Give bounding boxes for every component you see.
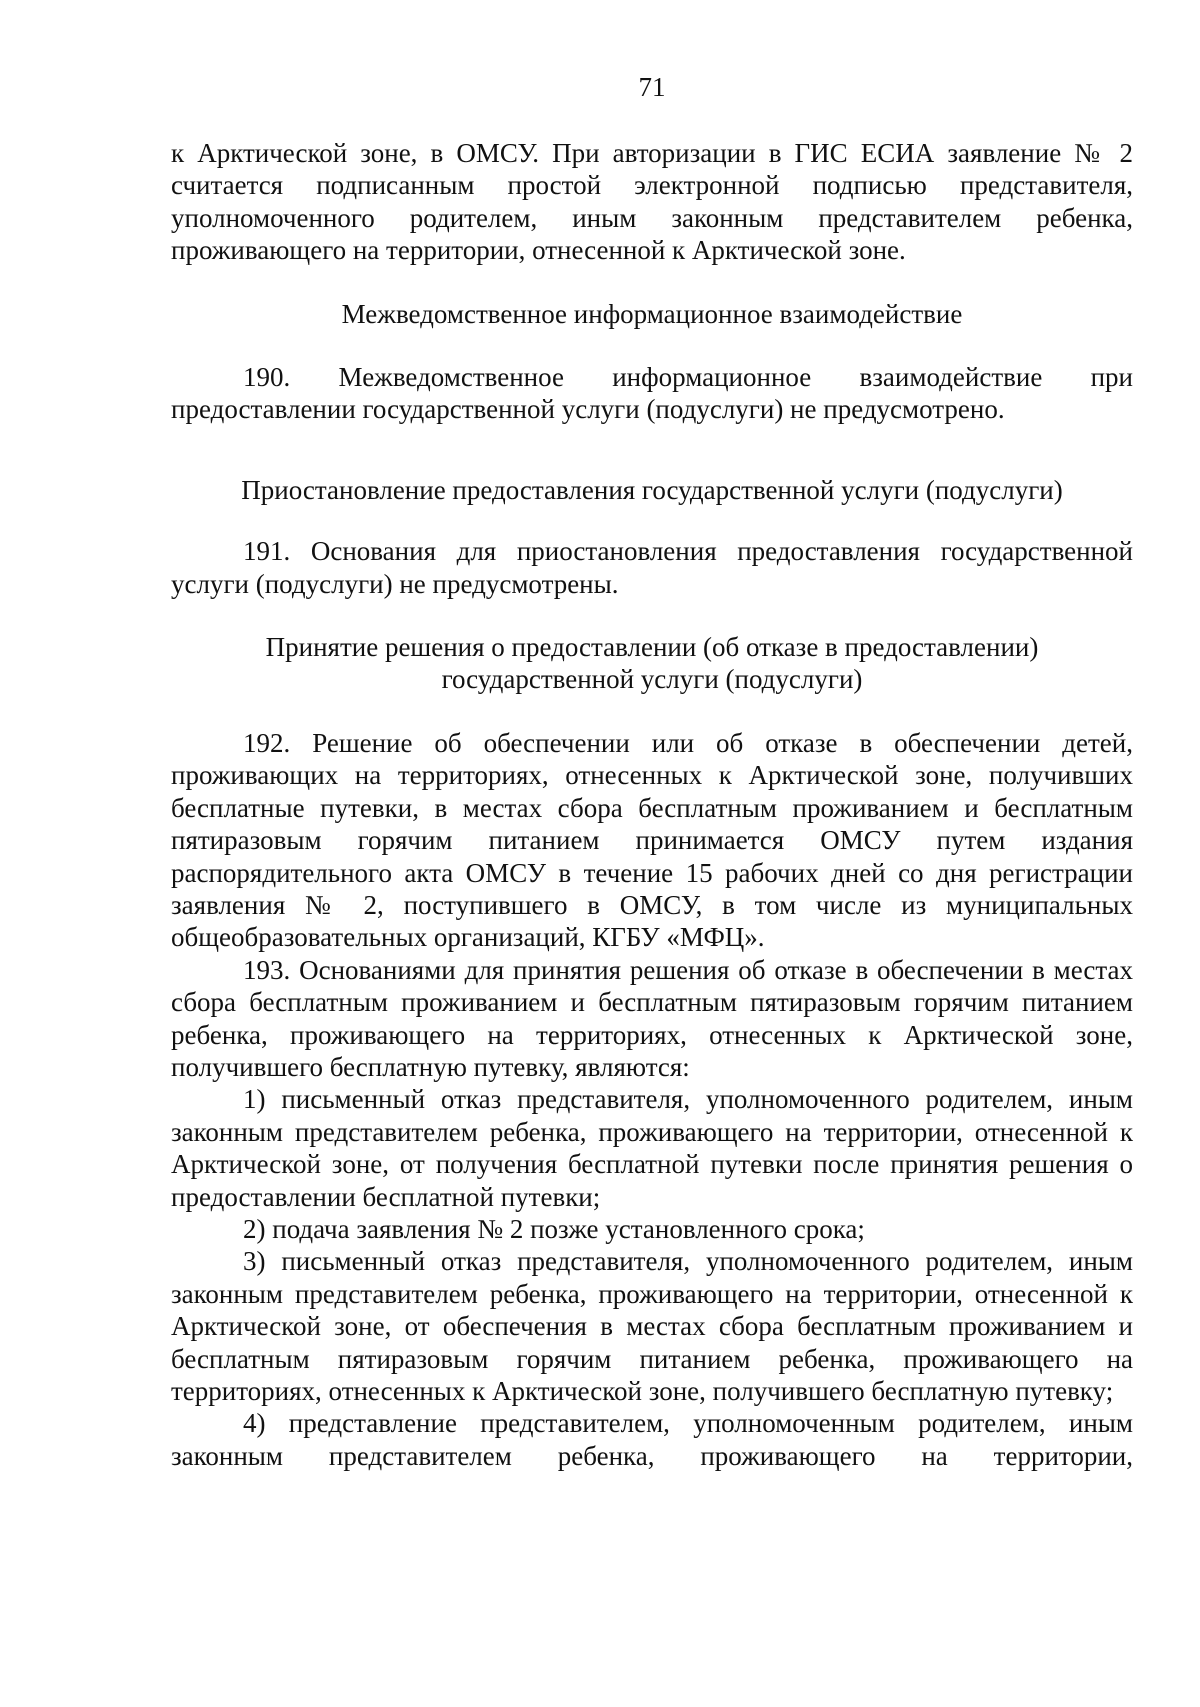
list-item-4: 4) представление представителем, уполномоченным родителем, иным законным представителем ребенка, проживающего на территории, [171,1408,1133,1471]
list-item-3: 3) письменный отказ представителя, уполномоченного родителем, иным законным представителем ребенка, проживающего на территории, отнесенной к Арктической зоне, от обеспечения в местах сбора бесплатным проживанием и бесплатным пятиразовым горячим питанием ребенка, проживающего на территориях, отнесенных к Арктической зоне, получившего бесплатную путевку; [171,1246,1133,1406]
section-heading-decision-line-1: Принятие решения о предоставлении (об отказе в предоставлении) [265,632,1039,663]
section-heading-decision-line-2: государственной услуги (подуслуги) [441,664,863,695]
document-body [171,137,1133,1472]
section-heading-decision [171,631,1133,696]
paragraph-192: 192. Решение об обеспечении или об отказе в обеспечении детей, проживающих на территориях, отнесенных к Арктической зоне, получивших бесплатные путевки, в местах сбора бесплатным проживанием и бесплатным пятиразовым горячим питанием принимается ОМСУ путем издания распорядительного акта ОМСУ в течение 15 рабочих дней со дня регистрации заявления № 2, поступившего в ОМСУ, в том числе из муниципальных общеобразовательных организаций, КГБУ «МФЦ». [171,727,1133,953]
paragraph-190: 190. Межведомственное информационное взаимодействие при предоставлении государственной услуги (подуслуги) не предусмотрено. [171,362,1133,425]
paragraph-continuation: к Арктической зоне, в ОМСУ. При авторизации в ГИС ЕСИА заявление № 2 считается подписанным простой электронной подписью представителя, уполномоченного родителем, иным законным представителем ребенка, проживающего на территории, отнесенной к Арктической зоне. [171,138,1133,266]
list-item-1: 1) письменный отказ представителя, уполномоченного родителем, иным законным представителем ребенка, проживающего на территории, отнесенной к Арктической зоне, от получения бесплатной путевки после принятия решения о предоставлении бесплатной путевки; [171,1084,1133,1212]
section-heading-suspension: Приостановление предоставления государственной услуги (подуслуги) [241,474,1063,505]
page-number: 71 [638,72,666,102]
list-item-2: 2) подача заявления № 2 позже установленного срока; [243,1213,865,1244]
paragraph-193: 193. Основаниями для принятия решения об отказе в обеспечении в местах сбора бесплатным проживанием и бесплатным пятиразовым горячим питанием ребенка, проживающего на территориях, отнесенных к Арктической зоне, получившего бесплатную путевку, являются: [171,954,1133,1082]
section-heading-interagency: Межведомственное информационное взаимодействие [341,298,963,329]
paragraph-191: 191. Основания для приостановления предоставления государственной услуги (подуслуги) не предусмотрены. [171,536,1133,599]
